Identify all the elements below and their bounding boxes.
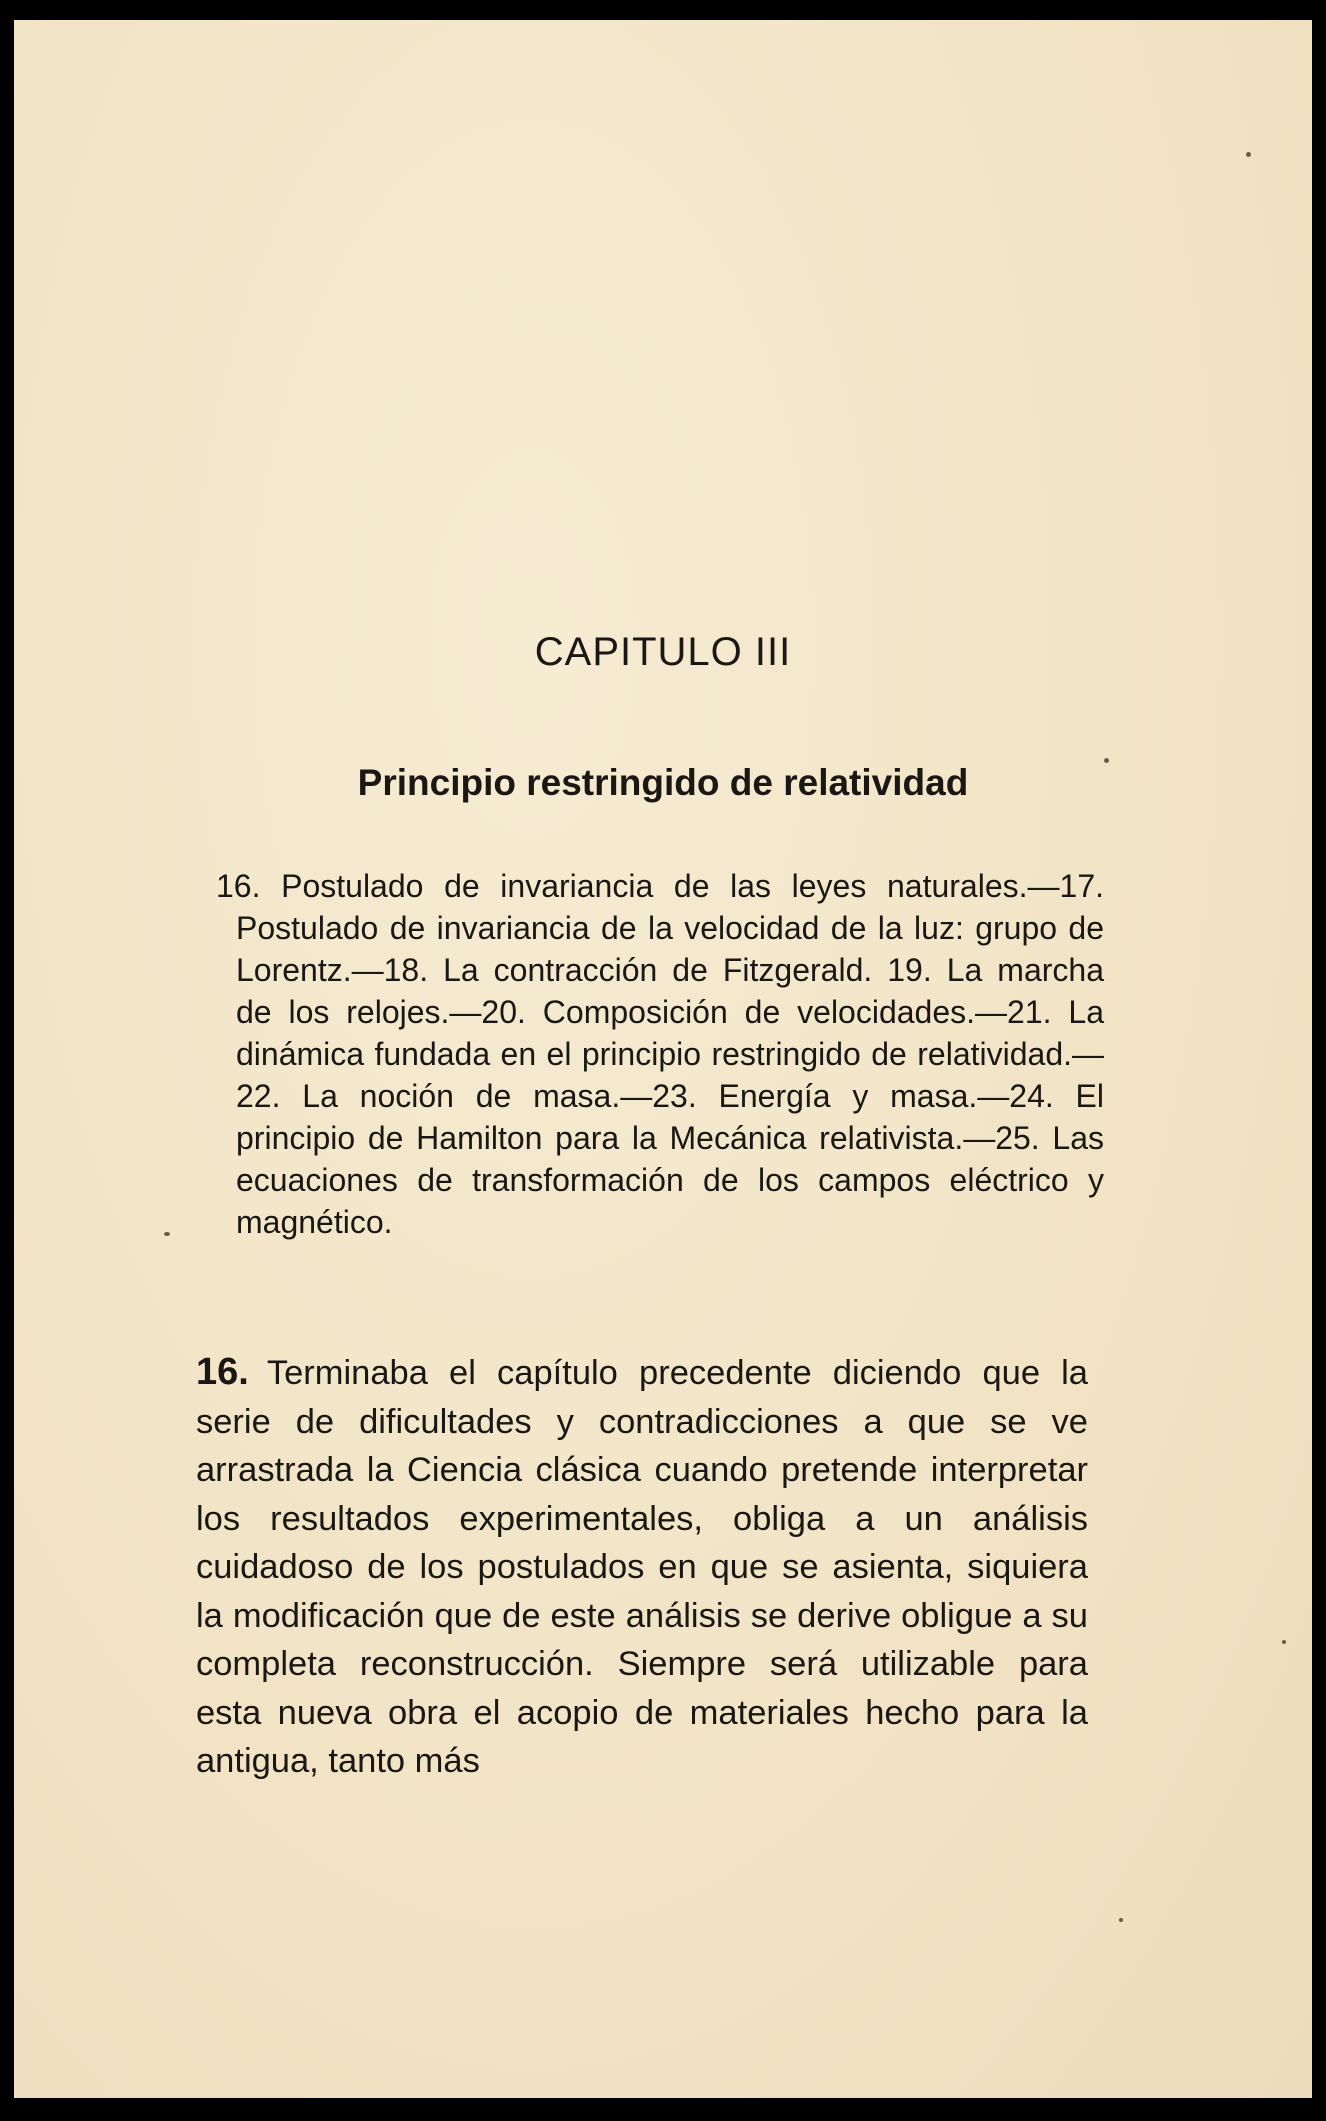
chapter-heading: CAPITULO III <box>534 630 792 674</box>
paper-speck <box>164 1232 170 1236</box>
chapter-summary: 16. Postulado de invariancia de las leyes naturales.—17. Postulado de invariancia de la velocidad de la luz: grupo de Lorentz.—18. La contracción de Fitzgerald. 19. La marcha de los relojes.—20. Composición de velocidades.—21. La dinámica fundada en el principio restringido de relatividad.—22. La noción de masa.—23. Energía y masa.—24. El principio de Hamilton para la Mecánica relativista.—25. Las ecuaciones de transformación de los campos eléctrico y magnético. <box>216 868 1104 1240</box>
paper-speck <box>1246 152 1251 157</box>
paper-speck <box>1119 1918 1123 1922</box>
paragraph-number: 16. <box>196 1351 249 1393</box>
chapter-title: Principio restringido de relatividad <box>357 762 969 803</box>
book-page <box>14 20 1312 2098</box>
paragraph-text: Terminaba el capítulo precedente diciendo que la serie de dificultades y contradicciones a que se ve arrastrada la Ciencia clásica cuando pretende interpretar los resultados experimentales, obliga a un análisis cuidadoso de los postulados en que se asienta, siquiera la modificación que de este análisis se derive obligue a su completa reconstrucción. Siempre será utilizable para esta nueva obra el acopio de materiales hecho para la antigua, tanto más <box>196 1354 1088 1780</box>
paper-speck <box>1282 1640 1286 1644</box>
body-paragraph <box>196 1348 1088 1786</box>
